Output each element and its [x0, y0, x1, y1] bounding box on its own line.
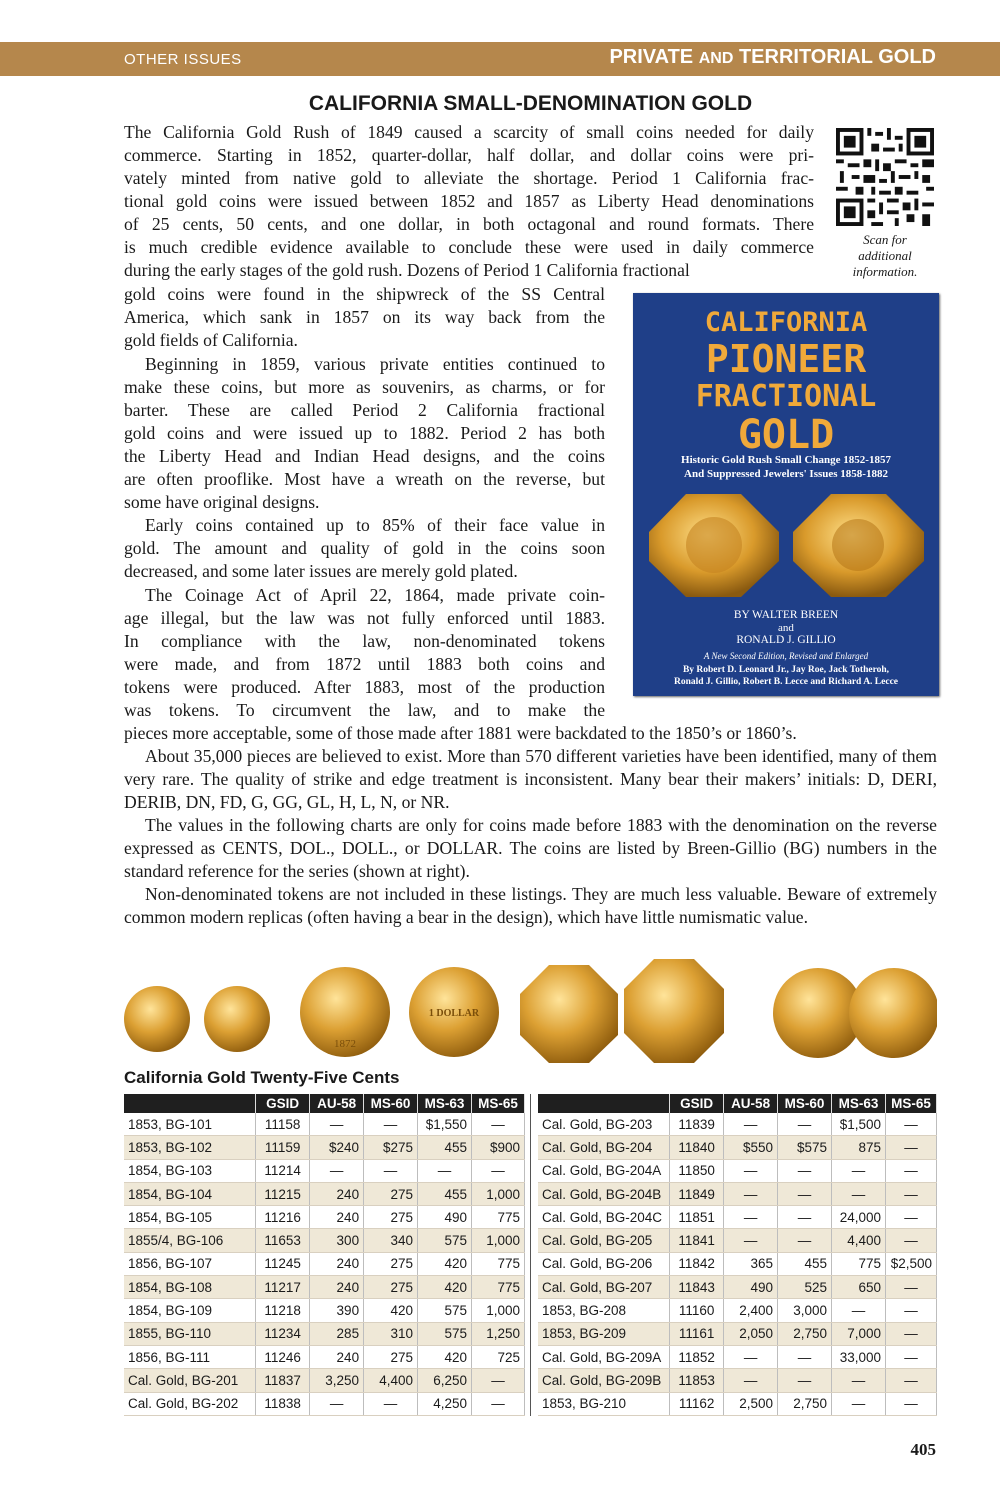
table-row — [124, 1113, 525, 1136]
gsid-cell: 11843 — [670, 1276, 724, 1299]
book-coin-pair-image — [641, 489, 931, 599]
variety-cell: Cal. Gold, BG-204B — [538, 1182, 670, 1205]
table-row — [538, 1276, 937, 1299]
coin-image — [624, 959, 724, 1063]
price-cell: 775 — [472, 1206, 525, 1229]
text-line: gold. The amount and quality of gold in the coins soon — [124, 538, 605, 558]
price-cell: 525 — [778, 1276, 832, 1299]
running-header — [0, 42, 1000, 76]
price-cell: — — [832, 1369, 886, 1392]
price-cell: 420 — [418, 1276, 472, 1299]
variety-cell: 1856, BG-107 — [124, 1252, 256, 1275]
price-cell: — — [472, 1159, 525, 1182]
price-cell: — — [418, 1159, 472, 1182]
price-cell: 1,000 — [472, 1299, 525, 1322]
table-row — [538, 1392, 937, 1415]
price-cell: — — [885, 1322, 936, 1345]
price-cell: $550 — [724, 1136, 778, 1159]
price-cell: — — [778, 1345, 832, 1368]
section-label: OTHER ISSUES — [124, 51, 242, 68]
variety-cell: 1853, BG-210 — [538, 1392, 670, 1415]
price-cell: — — [724, 1345, 778, 1368]
gsid-cell: 11216 — [256, 1206, 310, 1229]
price-cell: 3,250 — [310, 1369, 364, 1392]
gsid-cell: 11653 — [256, 1229, 310, 1252]
variety-cell: 1854, BG-103 — [124, 1159, 256, 1182]
book-title-line1: CALIFORNIA — [704, 307, 868, 338]
price-cell: $1,550 — [418, 1113, 472, 1136]
chapter-label: PRIVATE AND TERRITORIAL GOLD — [609, 46, 936, 68]
text-line: The Coinage Act of April 22, 1864, made private coin- — [145, 585, 605, 605]
price-cell: $2,500 — [885, 1252, 936, 1275]
table-row — [538, 1159, 937, 1182]
price-cell: 490 — [418, 1206, 472, 1229]
price-cell: 2,400 — [724, 1299, 778, 1322]
gsid-cell: 11215 — [256, 1182, 310, 1205]
price-cell: — — [778, 1182, 832, 1205]
price-cell: — — [310, 1392, 364, 1415]
price-cell: 4,250 — [418, 1392, 472, 1415]
column-header: MS-60 — [364, 1094, 418, 1113]
book-title-line2: PIONEER — [705, 337, 867, 381]
gsid-cell: 11837 — [256, 1369, 310, 1392]
table-row — [538, 1345, 937, 1368]
price-cell: 275 — [364, 1276, 418, 1299]
price-table-left — [124, 1094, 525, 1416]
column-header: MS-65 — [885, 1094, 936, 1113]
text-line: commerce. Starting in 1852, quarter-dollar, half dollar, and dollar coins were pri- — [124, 145, 814, 165]
price-cell: 275 — [364, 1206, 418, 1229]
paragraph-chart-values: The values in the following charts are only for coins made before 1883 with the denomination on the reverse expressed as CENTS, DOL., DOLL., or DOLLAR. The coins are listed by Breen-Gillio (BG) numbers in the standard reference for the series (shown at right). — [124, 815, 937, 881]
price-cell: 2,050 — [724, 1322, 778, 1345]
price-cell: $240 — [310, 1136, 364, 1159]
paragraph-gold-content — [124, 514, 605, 583]
text-line: tional gold coins were issued between 1852 and 1857 as Liberty Head denominations — [124, 191, 814, 211]
coin-image — [204, 986, 270, 1052]
price-cell: — — [885, 1392, 936, 1415]
table-row — [124, 1229, 525, 1252]
price-cell: 300 — [310, 1229, 364, 1252]
gsid-cell: 11245 — [256, 1252, 310, 1275]
table-row — [124, 1252, 525, 1275]
price-cell: 1,000 — [472, 1229, 525, 1252]
text-line: In compliance with the law, non-denominated tokens — [124, 631, 605, 651]
column-header: GSID — [256, 1094, 310, 1113]
paragraph-backdated: pieces more acceptable, some of those made after 1881 were backdated to the 1850’s or 1860’s. — [124, 723, 797, 743]
price-cell: — — [778, 1159, 832, 1182]
book-credits-2: Ronald J. Gillio, Robert B. Lecce and Richard A. Lecce — [673, 677, 899, 687]
text-line: The California Gold Rush of 1849 caused a scarcity of small coins needed for daily — [124, 122, 814, 142]
price-cell: $275 — [364, 1136, 418, 1159]
text-line: tokens were produced. After 1883, most of the production — [124, 677, 605, 697]
price-cell: — — [724, 1206, 778, 1229]
gsid-cell: 11217 — [256, 1276, 310, 1299]
table-row — [124, 1345, 525, 1368]
text-line: age illegal, but the law was not fully enforced until 1883. — [124, 608, 605, 628]
price-cell: — — [778, 1113, 832, 1136]
price-cell: 7,000 — [832, 1322, 886, 1345]
coin-image — [124, 986, 190, 1052]
table-row — [124, 1159, 525, 1182]
price-cell: — — [832, 1299, 886, 1322]
table-row — [124, 1299, 525, 1322]
coin-year-text: 1872 — [334, 1038, 356, 1050]
table-row — [124, 1322, 525, 1345]
variety-cell: Cal. Gold, BG-204C — [538, 1206, 670, 1229]
price-cell: — — [885, 1345, 936, 1368]
price-cell: 2,750 — [778, 1322, 832, 1345]
text-line: decreased, and some later issues are merely gold plated. — [124, 561, 518, 581]
table-row — [124, 1276, 525, 1299]
gsid-cell: 11841 — [670, 1229, 724, 1252]
page-number: 405 — [910, 1440, 936, 1459]
table-row — [538, 1229, 937, 1252]
table-row — [124, 1369, 525, 1392]
book-subtitle-1: Historic Gold Rush Small Change 1852-1857 — [681, 454, 891, 466]
book-title-line3: FRACTIONAL — [695, 379, 877, 414]
price-cell: — — [885, 1206, 936, 1229]
price-cell: — — [885, 1113, 936, 1136]
price-cell: $1,500 — [832, 1113, 886, 1136]
price-cell: — — [364, 1392, 418, 1415]
price-cell: 455 — [418, 1136, 472, 1159]
price-cell: 340 — [364, 1229, 418, 1252]
text-line: of 25 cents, 50 cents, and one dollar, in both octagonal and round formats. There — [124, 214, 814, 234]
table-row — [124, 1392, 525, 1415]
text-line: gold coins were found in the shipwreck of the SS Central — [124, 284, 605, 304]
text-line: barter. These are called Period 2 California fractional — [124, 400, 605, 420]
column-header: AU-58 — [310, 1094, 364, 1113]
qr-caption: Scan for additional information. — [852, 232, 918, 279]
gsid-cell: 11160 — [670, 1299, 724, 1322]
paragraph-shipwreck — [124, 283, 605, 352]
price-cell: — — [778, 1206, 832, 1229]
text-line: during the early stages of the gold rush. Dozens of Period 1 California fractional — [124, 260, 690, 280]
table-row — [124, 1136, 525, 1159]
table-row — [538, 1322, 937, 1345]
price-cell: 2,750 — [778, 1392, 832, 1415]
price-cell: 275 — [364, 1252, 418, 1275]
price-cell: 6,250 — [418, 1369, 472, 1392]
price-cell: — — [885, 1136, 936, 1159]
variety-cell: Cal. Gold, BG-201 — [124, 1369, 256, 1392]
price-cell: — — [724, 1113, 778, 1136]
price-cell: 240 — [310, 1182, 364, 1205]
price-cell: — — [724, 1182, 778, 1205]
gsid-cell: 11849 — [670, 1182, 724, 1205]
book-author-2: RONALD J. GILLIO — [736, 634, 836, 646]
price-cell: 240 — [310, 1206, 364, 1229]
table-row — [538, 1299, 937, 1322]
price-cell: — — [885, 1229, 936, 1252]
price-cell: — — [472, 1392, 525, 1415]
variety-cell: 1853, BG-101 — [124, 1113, 256, 1136]
price-cell: 285 — [310, 1322, 364, 1345]
text-line: gold fields of California. — [124, 330, 298, 350]
text-line: is much credible evidence available to conclude these were used in daily commerce — [124, 237, 814, 257]
table-row — [124, 1206, 525, 1229]
price-cell: — — [724, 1369, 778, 1392]
coin-image — [849, 968, 937, 1058]
table-row — [124, 1182, 525, 1205]
price-cell: 1,250 — [472, 1322, 525, 1345]
price-cell: — — [310, 1113, 364, 1136]
price-cell: — — [885, 1369, 936, 1392]
column-header: MS-60 — [778, 1094, 832, 1113]
price-cell: — — [885, 1276, 936, 1299]
price-cell: 2,500 — [724, 1392, 778, 1415]
variety-cell: 1856, BG-111 — [124, 1345, 256, 1368]
price-cell: 240 — [310, 1252, 364, 1275]
gsid-cell: 11852 — [670, 1345, 724, 1368]
gsid-cell: 11842 — [670, 1252, 724, 1275]
gsid-cell: 11853 — [670, 1369, 724, 1392]
price-cell: 725 — [472, 1345, 525, 1368]
book-title-line4: GOLD — [737, 412, 835, 458]
price-cell: 4,400 — [832, 1229, 886, 1252]
variety-cell: Cal. Gold, BG-203 — [538, 1113, 670, 1136]
price-cell: — — [832, 1392, 886, 1415]
price-cell: — — [472, 1369, 525, 1392]
text-line: some have original designs. — [124, 492, 320, 512]
price-cell: 455 — [418, 1182, 472, 1205]
column-header: AU-58 — [724, 1094, 778, 1113]
price-cell: — — [832, 1159, 886, 1182]
price-cell: 650 — [832, 1276, 886, 1299]
table-divider — [530, 1094, 531, 1416]
price-cell: — — [364, 1159, 418, 1182]
variety-cell: Cal. Gold, BG-206 — [538, 1252, 670, 1275]
price-cell: 775 — [472, 1252, 525, 1275]
table-row — [538, 1369, 937, 1392]
price-cell: 420 — [364, 1299, 418, 1322]
paragraph-coinage-act — [124, 584, 605, 722]
price-cell: — — [832, 1182, 886, 1205]
coin-photo-strip — [124, 955, 937, 1065]
column-header: MS-65 — [472, 1094, 525, 1113]
price-cell: 240 — [310, 1345, 364, 1368]
gsid-cell: 11234 — [256, 1322, 310, 1345]
text-line: America, which sank in 1857 on its way back from the — [124, 307, 605, 327]
gsid-cell: 11218 — [256, 1299, 310, 1322]
price-cell: 575 — [418, 1322, 472, 1345]
table-row — [538, 1136, 937, 1159]
text-line: were made, and from 1872 until 1883 both coins and — [124, 654, 605, 674]
price-cell: 775 — [472, 1276, 525, 1299]
price-cell: 420 — [418, 1345, 472, 1368]
variety-cell: Cal. Gold, BG-204A — [538, 1159, 670, 1182]
price-cell: 275 — [364, 1345, 418, 1368]
variety-cell: 1855/4, BG-106 — [124, 1229, 256, 1252]
price-cell: 33,000 — [832, 1345, 886, 1368]
variety-cell: 1853, BG-209 — [538, 1322, 670, 1345]
price-cell: 4,400 — [364, 1369, 418, 1392]
price-cell: 365 — [724, 1252, 778, 1275]
price-cell: 875 — [832, 1136, 886, 1159]
price-cell: 420 — [418, 1252, 472, 1275]
price-cell: 575 — [418, 1299, 472, 1322]
book-subtitle-2: And Suppressed Jewelers' Issues 1858-1882 — [684, 468, 888, 480]
price-cell: $900 — [472, 1136, 525, 1159]
table-row — [538, 1206, 937, 1229]
variety-cell: Cal. Gold, BG-204 — [538, 1136, 670, 1159]
text-line: the Liberty Head and Indian Head designs, and the coins — [124, 446, 605, 466]
column-header: MS-63 — [832, 1094, 886, 1113]
price-cell: — — [472, 1113, 525, 1136]
price-cell: 24,000 — [832, 1206, 886, 1229]
variety-cell: 1853, BG-208 — [538, 1299, 670, 1322]
price-cell: 575 — [418, 1229, 472, 1252]
qr-code-icon[interactable] — [836, 128, 934, 226]
table-title: California Gold Twenty-Five Cents — [124, 1068, 400, 1087]
price-cell: — — [724, 1229, 778, 1252]
gsid-cell: 11839 — [670, 1113, 724, 1136]
table-row — [538, 1182, 937, 1205]
text-line: make these coins, but more as souvenirs, as charms, or for — [124, 377, 605, 397]
price-cell: — — [310, 1159, 364, 1182]
variety-cell: Cal. Gold, BG-202 — [124, 1392, 256, 1415]
price-cell: 1,000 — [472, 1182, 525, 1205]
variety-cell: 1854, BG-105 — [124, 1206, 256, 1229]
book-author-and: and — [778, 622, 794, 634]
variety-cell: Cal. Gold, BG-209A — [538, 1345, 670, 1368]
variety-cell: Cal. Gold, BG-209B — [538, 1369, 670, 1392]
book-cover-image — [633, 293, 939, 696]
gsid-cell: 11162 — [670, 1392, 724, 1415]
price-cell: — — [364, 1113, 418, 1136]
column-header: GSID — [670, 1094, 724, 1113]
variety-cell: 1854, BG-108 — [124, 1276, 256, 1299]
paragraph-varieties: About 35,000 pieces are believed to exist. More than 570 different varieties have been identified, many of them very rare. The quality of strike and edge treatment is inconsistent. Many bear their makers’ initials: D, DERI, DERIB, DN, FD, G, GG, GL, H, L, N, or NR. — [124, 746, 937, 812]
column-header — [538, 1094, 670, 1113]
intro-paragraph — [124, 121, 814, 282]
price-cell: 390 — [310, 1299, 364, 1322]
variety-cell: Cal. Gold, BG-205 — [538, 1229, 670, 1252]
gsid-cell: 11214 — [256, 1159, 310, 1182]
price-cell: — — [778, 1369, 832, 1392]
table-row — [538, 1252, 937, 1275]
price-cell: 775 — [832, 1252, 886, 1275]
price-cell: $575 — [778, 1136, 832, 1159]
text-line: was tokens. To circumvent the law, and to make the — [124, 700, 605, 720]
coin-image — [520, 965, 618, 1063]
price-table-right — [538, 1094, 937, 1416]
book-edition: A New Second Edition, Revised and Enlarged — [703, 651, 869, 661]
price-cell: — — [778, 1229, 832, 1252]
gsid-cell: 11161 — [670, 1322, 724, 1345]
book-credits-1: By Robert D. Leonard Jr., Jay Roe, Jack Totheroh, — [682, 665, 890, 675]
text-line: Beginning in 1859, various private entities continued to — [145, 354, 605, 374]
price-cell: 240 — [310, 1276, 364, 1299]
price-cell: — — [885, 1299, 936, 1322]
column-header — [124, 1094, 256, 1113]
page-title: CALIFORNIA SMALL-DENOMINATION GOLD — [308, 92, 753, 115]
paragraph-tokens: Non-denominated tokens are not included in these listings. They are much less valuable. Beware of extremely common modern replicas (often having a bear in the design), which have little numismatic value. — [124, 884, 937, 927]
variety-cell: 1854, BG-109 — [124, 1299, 256, 1322]
text-line: Early coins contained up to 85% of their face value in — [145, 515, 605, 535]
price-cell: — — [885, 1182, 936, 1205]
gsid-cell: 11840 — [670, 1136, 724, 1159]
coin-dollar-text: 1 DOLLAR — [428, 1008, 480, 1019]
gsid-cell: 11850 — [670, 1159, 724, 1182]
column-header: MS-63 — [418, 1094, 472, 1113]
gsid-cell: 11159 — [256, 1136, 310, 1159]
table-row — [538, 1113, 937, 1136]
variety-cell: 1853, BG-102 — [124, 1136, 256, 1159]
book-author-by: BY WALTER BREEN — [733, 609, 839, 621]
price-cell: 310 — [364, 1322, 418, 1345]
price-cell: 455 — [778, 1252, 832, 1275]
variety-cell: Cal. Gold, BG-207 — [538, 1276, 670, 1299]
price-cell: — — [724, 1159, 778, 1182]
text-line: vately minted from native gold to alleviate the shortage. Period 1 California frac- — [124, 168, 814, 188]
gsid-cell: 11851 — [670, 1206, 724, 1229]
gsid-cell: 11158 — [256, 1113, 310, 1136]
paragraph-period-2 — [124, 353, 605, 514]
gsid-cell: 11838 — [256, 1392, 310, 1415]
price-cell: 3,000 — [778, 1299, 832, 1322]
price-cell: 275 — [364, 1182, 418, 1205]
variety-cell: 1854, BG-104 — [124, 1182, 256, 1205]
text-line: gold coins and were issued up to 1882. Period 2 has both — [124, 423, 605, 443]
gsid-cell: 11246 — [256, 1345, 310, 1368]
price-cell: — — [885, 1159, 936, 1182]
price-cell: 490 — [724, 1276, 778, 1299]
variety-cell: 1855, BG-110 — [124, 1322, 256, 1345]
text-line: are often prooflike. Most have a wreath on the reverse, but — [124, 469, 605, 489]
